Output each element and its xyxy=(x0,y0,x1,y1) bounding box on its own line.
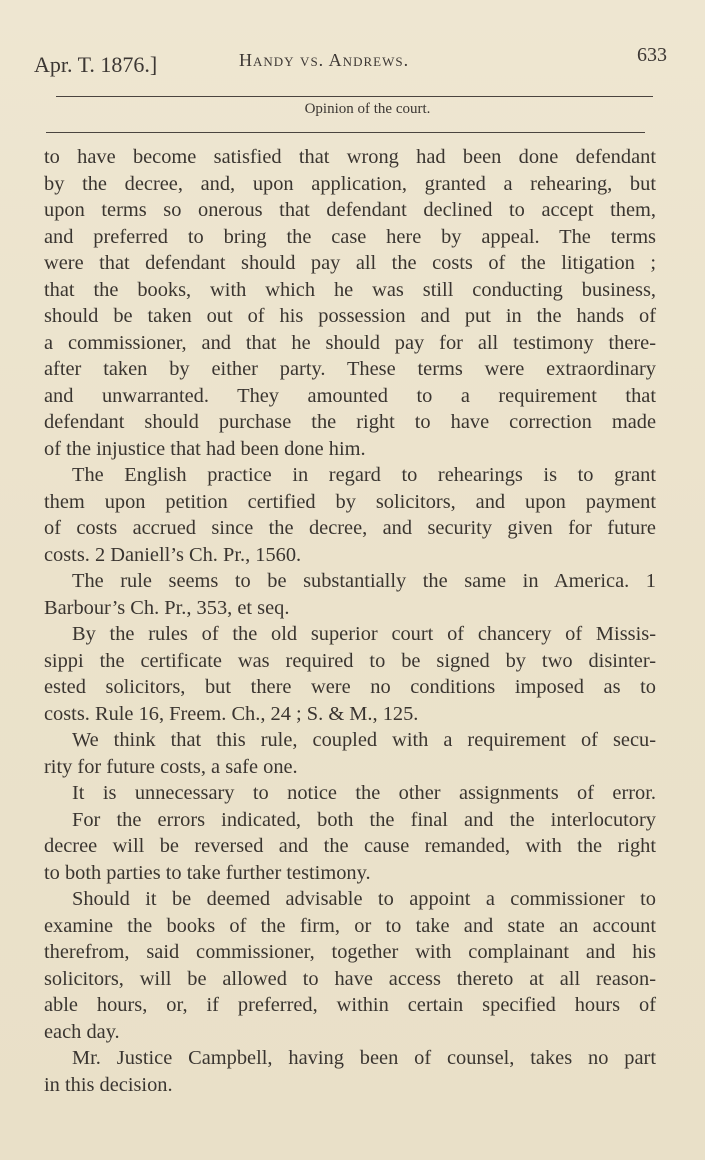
text-line: We think that this rule, coupled with a requirement of secu- xyxy=(72,729,656,751)
text-line: that the books, with which he was still conducting business, xyxy=(44,278,656,301)
text-line: It is unnecessary to notice the other assignments of error. xyxy=(72,782,656,804)
header-rule-top xyxy=(56,96,653,97)
text-line: decree will be reversed and the cause remanded, with the right xyxy=(44,835,656,857)
section-subheading: Opinion of the court. xyxy=(304,101,431,117)
text-line: rity for future costs, a safe one. xyxy=(44,755,298,778)
text-line: and unwarranted. They amounted to a requirement that xyxy=(44,384,656,407)
running-head xyxy=(34,44,667,84)
text-line: Barbour’s Ch. Pr., 353, et seq. xyxy=(44,596,290,619)
text-line: and preferred to bring the case here by appeal. The terms xyxy=(44,225,656,248)
text-line: after taken by either party. These terms were extraordinary xyxy=(44,358,656,380)
text-line: ested solicitors, but there were no conditions imposed as to xyxy=(44,676,656,698)
text-line: The English practice in regard to rehearings is to grant xyxy=(72,464,656,486)
text-line: in this decision. xyxy=(44,1073,173,1096)
text-line: therefrom, said commissioner, together with complainant and his xyxy=(44,941,656,963)
text-line: a commissioner, and that he should pay for all testimony there- xyxy=(44,331,656,354)
text-line: sippi the certificate was required to be signed by two disinter- xyxy=(44,649,656,672)
text-line: examine the books of the firm, or to take and state an account xyxy=(44,914,656,937)
text-line: able hours, or, if preferred, within certain specified hours of xyxy=(44,994,656,1016)
text-line: were that defendant should pay all the costs of the litigation ; xyxy=(44,252,656,274)
text-line: by the decree, and, upon application, granted a rehearing, but xyxy=(44,172,656,195)
text-line: The rule seems to be substantially the same in America. 1 xyxy=(72,570,656,592)
text-line: costs. Rule 16, Freem. Ch., 24 ; S. & M., 125. xyxy=(44,702,419,725)
term-label: Apr. T. 1876.] xyxy=(34,52,158,77)
page-number: 633 xyxy=(637,44,667,66)
text-line: costs. 2 Daniell’s Ch. Pr., 1560. xyxy=(44,543,302,566)
text-line: each day. xyxy=(44,1020,120,1043)
text-line: to have become satisfied that wrong had been done defendant xyxy=(44,146,656,168)
opinion-text xyxy=(44,144,656,1098)
text-line: defendant should purchase the right to have correction made xyxy=(44,411,656,433)
text-line: Should it be deemed advisable to appoint a commissioner to xyxy=(72,888,656,910)
text-line: For the errors indicated, both the final and the interlocutory xyxy=(72,808,656,831)
text-line: Mr. Justice Campbell, having been of counsel, takes no part xyxy=(72,1047,656,1069)
text-line: of the injustice that had been done him. xyxy=(44,437,366,460)
text-line: them upon petition certified by solicitors, and upon payment xyxy=(44,490,656,513)
text-line: should be taken out of his possession and put in the hands of xyxy=(44,305,656,327)
text-line: to both parties to take further testimony. xyxy=(44,861,371,884)
text-line: of costs accrued since the decree, and security given for future xyxy=(44,517,656,539)
text-line: upon terms so onerous that defendant declined to accept them, xyxy=(44,199,656,221)
text-line: By the rules of the old superior court of chancery of Missis- xyxy=(72,623,656,645)
case-title: Handy vs. Andrews. xyxy=(239,50,410,70)
text-line: solicitors, will be allowed to have access thereto at all reason- xyxy=(44,967,656,990)
header-rule-bottom xyxy=(46,132,645,133)
